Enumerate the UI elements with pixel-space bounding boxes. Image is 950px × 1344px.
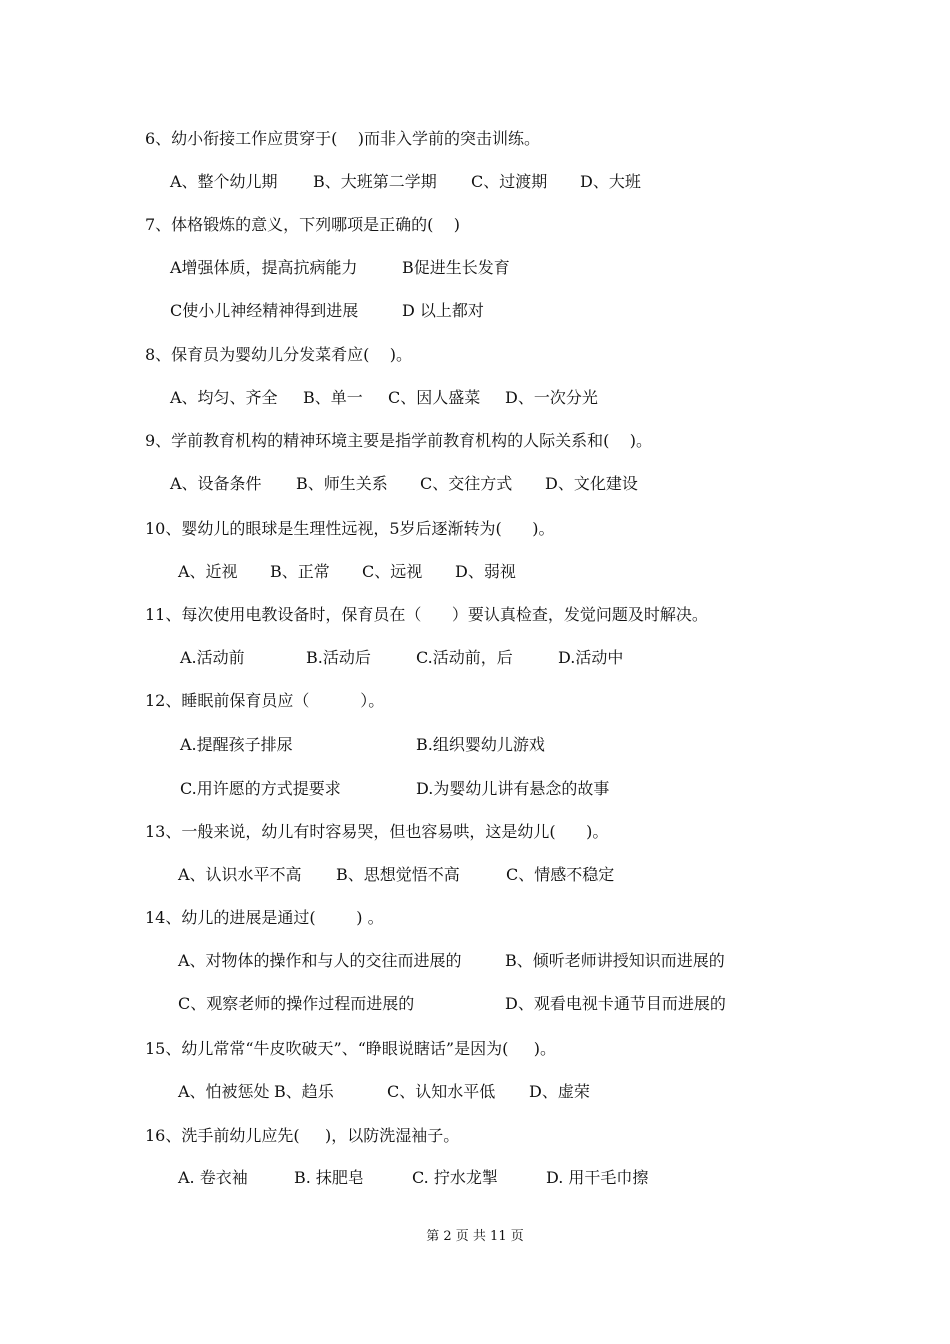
answer-option: A、设备条件 <box>170 474 262 493</box>
answer-option: C、过渡期 <box>471 172 548 191</box>
answer-option: D.活动中 <box>558 648 624 667</box>
answer-option: A. 卷衣袖 <box>178 1168 248 1187</box>
answer-option: D、文化建设 <box>545 474 638 493</box>
answer-option: D 以上都对 <box>402 301 484 320</box>
answer-option: B.活动后 <box>306 648 371 667</box>
answer-option: B、倾听老师讲授知识而进展的 <box>505 951 725 970</box>
answer-option: B促进生长发育 <box>402 258 510 277</box>
answer-option: B、趋乐 <box>274 1082 334 1101</box>
question-stem: 15、幼儿常常“牛皮吹破天”、“睁眼说瞎话”是因为( )。 <box>145 1039 556 1058</box>
answer-option: C、因人盛菜 <box>388 388 481 407</box>
answer-option: B、正常 <box>270 562 330 581</box>
answer-option: A增强体质，提高抗病能力 <box>170 258 358 277</box>
answer-option: C.活动前，后 <box>416 648 513 667</box>
answer-option: A、近视 <box>178 562 238 581</box>
answer-option: A、均匀、齐全 <box>170 388 278 407</box>
answer-option: D.为婴幼儿讲有悬念的故事 <box>416 779 610 798</box>
answer-option: C.用许愿的方式提要求 <box>180 779 341 798</box>
answer-option: A、对物体的操作和与人的交往而进展的 <box>178 951 462 970</box>
answer-option: A、整个幼儿期 <box>170 172 278 191</box>
answer-option: A、怕被惩处 <box>178 1082 270 1101</box>
answer-option: C、情感不稳定 <box>506 865 615 884</box>
answer-option: C、远视 <box>362 562 423 581</box>
question-stem: 11、每次使用电教设备时，保育员在（ ）要认真检查，发觉问题及时解决。 <box>145 605 708 624</box>
answer-option: C使小儿神经精神得到进展 <box>170 301 359 320</box>
answer-option: D. 用干毛巾擦 <box>546 1168 649 1187</box>
question-stem: 7、体格锻炼的意义，下列哪项是正确的( ) <box>145 215 461 234</box>
answer-option: A.活动前 <box>180 648 245 667</box>
answer-option: D、观看电视卡通节目而进展的 <box>505 994 726 1013</box>
question-stem: 10、婴幼儿的眼球是生理性远视，5岁后逐渐转为( )。 <box>145 519 555 538</box>
answer-option: A.提醒孩子排尿 <box>180 735 293 754</box>
page-number: 第 2 页 共 11 页 <box>426 1229 524 1244</box>
answer-option: B、思想觉悟不高 <box>336 865 460 884</box>
question-stem: 14、幼儿的进展是通过( ) 。 <box>145 908 384 927</box>
answer-option: D、虚荣 <box>529 1082 590 1101</box>
answer-option: C. 拧水龙掣 <box>412 1168 498 1187</box>
answer-option: B、师生关系 <box>296 474 388 493</box>
answer-option: B、大班第二学期 <box>313 172 437 191</box>
answer-option: D、一次分光 <box>505 388 598 407</box>
answer-option: C、观察老师的操作过程而进展的 <box>178 994 415 1013</box>
answer-option: D、大班 <box>580 172 641 191</box>
answer-option: B、单一 <box>303 388 363 407</box>
answer-option: C、认知水平低 <box>387 1082 496 1101</box>
question-stem: 12、睡眠前保育员应（ ）。 <box>145 691 385 710</box>
answer-option: C、交往方式 <box>420 474 513 493</box>
page-footer <box>0 1228 950 1246</box>
question-stem: 13、一般来说，幼儿有时容易哭，但也容易哄，这是幼儿( )。 <box>145 822 609 841</box>
question-stem: 8、保育员为婴幼儿分发菜肴应( )。 <box>145 345 413 364</box>
answer-option: D、弱视 <box>455 562 516 581</box>
answer-option: A、认识水平不高 <box>178 865 302 884</box>
question-stem: 16、洗手前幼儿应先( )，以防洗湿袖子。 <box>145 1126 460 1145</box>
answer-option: B.组织婴幼儿游戏 <box>416 735 545 754</box>
answer-option: B. 抹肥皂 <box>294 1168 364 1187</box>
question-stem: 9、学前教育机构的精神环境主要是指学前教育机构的人际关系和( )。 <box>145 431 653 450</box>
question-stem: 6、幼小衔接工作应贯穿于( )而非入学前的突击训练。 <box>145 129 541 148</box>
